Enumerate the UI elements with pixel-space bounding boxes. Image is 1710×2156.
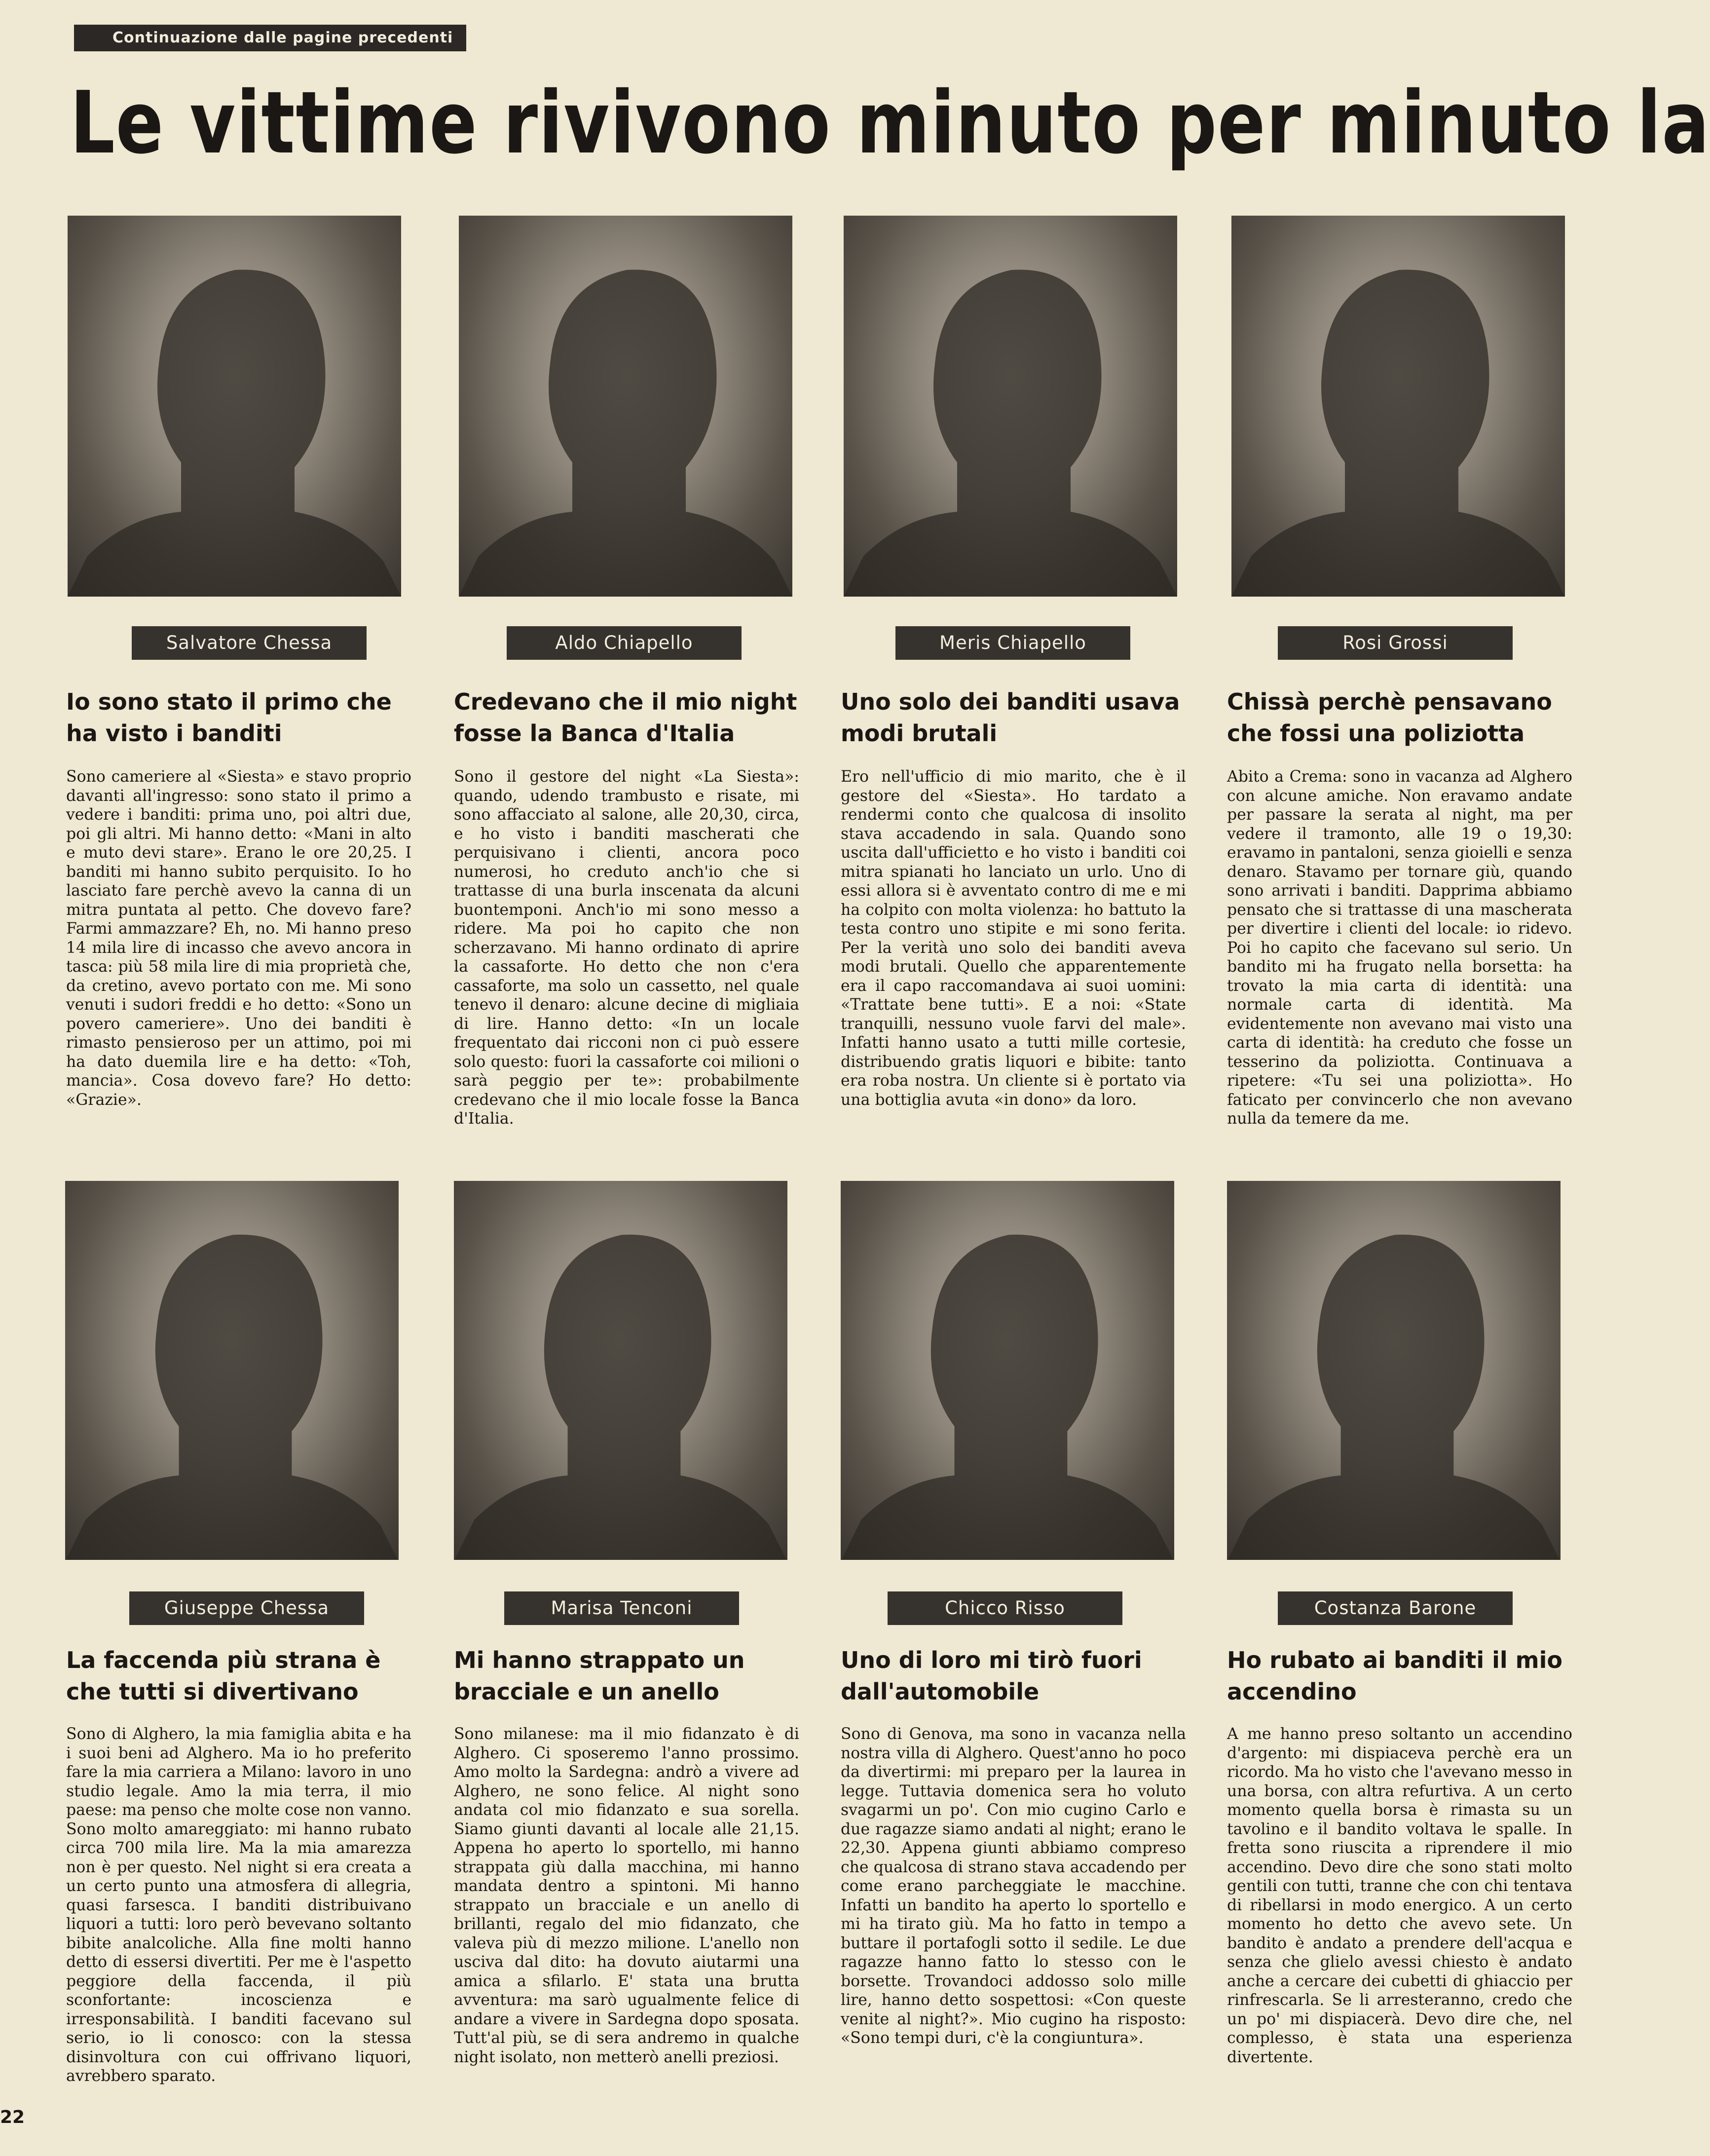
subhead-6: Mi hanno strappato un bracciale e un anello [454,1647,745,1705]
portrait-5-silhouette [65,1181,399,1560]
page-number: 22 [0,2107,25,2127]
portrait-2-silhouette [459,216,792,597]
subhead-5: La faccenda più strana è che tutti si divertivano [66,1647,381,1705]
name-label-5: Giuseppe Chessa [129,1591,364,1625]
story-text-2: Sono il gestore del night «La Siesta»: quando, udendo trambusto e risate, mi sono affacciato al salone, alle 20,30, circa, e ho visto i banditi mascherati che perquisivano i clienti, ancora poco numerosi, ho creduto anch'io che si trattasse di una burla inscenata da alcuni buontemponi. Anch'io mi sono messo a ridere. Ma poi ho capito che non scherzavano. Mi hanno ordinato di aprire la cassaforte. Ho detto che non c'era cassaforte, ma solo un cassetto, nel quale tenevo il denaro: alcune decine di migliaia di lire. Hanno detto: «In un locale frequentato dai ricconi non ci può essere solo questo: fuori la cassaforte coi milioni o sarà peggio per te»: probabilmente credevano che il mio locale fosse la Banca d'Italia. [454,768,799,1128]
story-text-4: Abito a Crema: sono in vacanza ad Alghero con alcune amiche. Non eravamo andate per passare la serata al night, ma per vedere il tramonto, alle 19 o 19,30: eravamo in pantaloni, senza gioielli e senza denaro. Stavamo per tornare giù, quando sono arrivati i banditi. Dapprima abbiamo pensato che si trattasse di una mascherata per divertire i clienti del locale: io ridevo. Poi ho capito che facevano sul serio. Un bandito mi ha frugato nella borsetta: ha trovato la mia carta di identità: una normale carta di identità. Ma evidentemente non avevano mai visto una carta di identità: ha creduto che fosse un tesserino da poliziotta. Continuava a ripetere: «Tu sei una poliziotta». Ho faticato per convincerlo che non avevano nulla da temere da me. [1227,768,1572,1128]
name-label-6: Marisa Tenconi [504,1591,739,1625]
portrait-1-silhouette [68,216,401,597]
portrait-photo-4 [1231,216,1565,597]
subhead-8: Ho rubato ai banditi il mio accendino [1227,1647,1562,1705]
portrait-photo-1 [68,216,401,597]
name-label-1: Salvatore Chessa [132,626,367,660]
continuation-kicker: Continuazione dalle pagine precedenti [74,25,466,51]
page-headline: Le vittime rivivono minuto per minuto la [70,73,1710,173]
portrait-photo-8 [1227,1181,1561,1560]
portrait-photo-6 [454,1181,787,1560]
subhead-3: Uno solo dei banditi usava modi brutali [841,688,1180,747]
name-label-7: Chicco Risso [888,1591,1122,1625]
portrait-7-silhouette [841,1181,1174,1560]
story-text-3: Ero nell'ufficio di mio marito, che è il gestore del «Siesta». Ho tardato a rendermi conto che qualcosa di insolito stava accadendo in sala. Quando sono uscita dall'ufficietto e ho visto i banditi coi mitra spianati ho lanciato un urlo. Uno di essi allora si è avventato contro di me e mi ha colpito con molta violenza: ho battuto la testa contro uno stipite e mi sono ferita. Per la verità uno solo dei banditi aveva modi brutali. Quello che apparentemente era il capo raccomandava ai suoi uomini: «Trattate bene tutti». E a noi: «State tranquilli, nessuno vuole farvi del male». Infatti hanno usato a tutti mille cortesie, distribuendo gratis liquori e bibite: tanto era roba nostra. Un cliente si è portato via una bottiglia avuta «in dono» da loro. [841,768,1186,1109]
story-text-5: Sono di Alghero, la mia famiglia abita e ha i suoi beni ad Alghero. Ma io ho preferito fare la mia carriera a Milano: lavoro in uno studio legale. Amo la mia terra, il mio paese: ma penso che molte cose non vanno. Sono molto amareggiato: mi hanno rubato circa 700 mila lire. Ma la mia amarezza non è per questo. Nel night si era creata a un certo punto una atmosfera di allegria, quasi farsesca. I banditi distribuivano liquori a tutti: loro però bevevano soltanto bibite analcoliche. Alla fine molti hanno detto di essersi divertiti. Per me è l'aspetto peggiore della faccenda, il più sconfortante: incoscienza e irresponsabilità. I banditi facevano sul serio, io li conosco: con la stessa disinvoltura con cui offrivano liquori, avrebbero sparato. [66,1725,411,2085]
portrait-photo-2 [459,216,792,597]
story-text-6: Sono milanese: ma il mio fidanzato è di Alghero. Ci sposeremo l'anno prossimo. Amo molto la Sardegna: andrò a vivere ad Alghero, ne sono felice. Al night sono andata col mio fidanzato e sua sorella. Siamo giunti davanti al locale alle 21,15. Appena ho aperto lo sportello, mi hanno strappata giù dalla macchina, mi hanno mandata dentro a spintoni. Mi hanno strappato un bracciale e un anello di brillanti, regalo del mio fidanzato, che valeva più di mezzo milione. L'anello non usciva dal dito: ha dovuto aiutarmi una amica a sfilarlo. E' stata una brutta avventura: ma sarò ugualmente felice di andare a vivere in Sardegna dopo sposata. Tutt'al più, se di sera andremo in qualche night isolato, non metterò anelli preziosi. [454,1725,799,2066]
name-label-2: Aldo Chiapello [507,626,742,660]
name-label-3: Meris Chiapello [895,626,1130,660]
portrait-4-silhouette [1231,216,1565,597]
name-label-4: Rosi Grossi [1278,626,1513,660]
subhead-1: Io sono stato il primo che ha visto i banditi [66,688,392,747]
portrait-6-silhouette [454,1181,787,1560]
name-label-8: Costanza Barone [1278,1591,1513,1625]
portrait-photo-3 [844,216,1177,597]
subhead-2: Credevano che il mio night fosse la Banca d'Italia [454,688,797,747]
portrait-photo-7 [841,1181,1174,1560]
story-text-1: Sono cameriere al «Siesta» e stavo proprio davanti all'ingresso: sono stato il primo a vedere i banditi: prima uno, poi altri due, poi gli altri. Mi hanno detto: «Mani in alto e muto devi stare». Erano le ore 20,25. I banditi mi hanno subito perquisito. Io ho lasciato fare perchè avevo la canna di un mitra puntata al petto. Che dovevo fare? Farmi ammazzare? Eh, no. Mi hanno preso 14 mila lire di incasso che avevo ancora in tasca: più 58 mila lire di mia proprietà che, da cretino, avevo portato con me. Mi sono venuti i sudori freddi e ho detto: «Sono un povero cameriere». Uno dei banditi è rimasto pensieroso per un attimo, poi mi ha dato duemila lire e ha detto: «Toh, mancia». Cosa dovevo fare? Ho detto: «Grazie». [66,768,411,1109]
story-text-8: A me hanno preso soltanto un accendino d'argento: mi dispiaceva perchè era un ricordo. Ma ho visto che l'avevano messo in una borsa, con altra refurtiva. A un certo momento quella borsa è rimasta su un tavolino e il bandito voltava le spalle. In fretta sono riuscita a riprendere il mio accendino. Devo dire che sono stati molto gentili con tutti, tranne che con chi tentava di ribellarsi in modo energico. A un certo momento ho detto che avevo sete. Un bandito è andato a prendere dell'acqua e senza che glielo avessi chiesto è andato anche a cercare dei cubetti di ghiaccio per rinfrescarla. Se li arresteranno, credo che un po' mi dispiacerà. Devo dire che, nel complesso, è stata una esperienza divertente. [1227,1725,1572,2066]
portrait-8-silhouette [1227,1181,1561,1560]
portrait-photo-5 [65,1181,399,1560]
subhead-7: Uno di loro mi tirò fuori dall'automobile [841,1647,1142,1705]
story-text-7: Sono di Genova, ma sono in vacanza nella nostra villa di Alghero. Quest'anno ho poco da divertirmi: mi preparo per la laurea in legge. Tuttavia domenica sera ho voluto svagarmi un po'. Con mio cugino Carlo e due ragazze siamo andati al night; erano le 22,30. Appena giunti abbiamo compreso che qualcosa di strano stava accadendo per come erano parcheggiate le macchine. Infatti un bandito ha aperto lo sportello e mi ha tirato giù. Ma ho fatto in tempo a buttare il portafogli sotto il sedile. Le due ragazze hanno fatto lo stesso con le borsette. Trovandoci addosso solo mille lire, hanno detto sospettosi: «Con queste venite al night?». Mio cugino ha risposto: «Sono tempi duri, c'è la congiuntura». [841,1725,1186,2047]
portrait-3-silhouette [844,216,1177,597]
subhead-4: Chissà perchè pensavano che fossi una poliziotta [1227,688,1552,747]
